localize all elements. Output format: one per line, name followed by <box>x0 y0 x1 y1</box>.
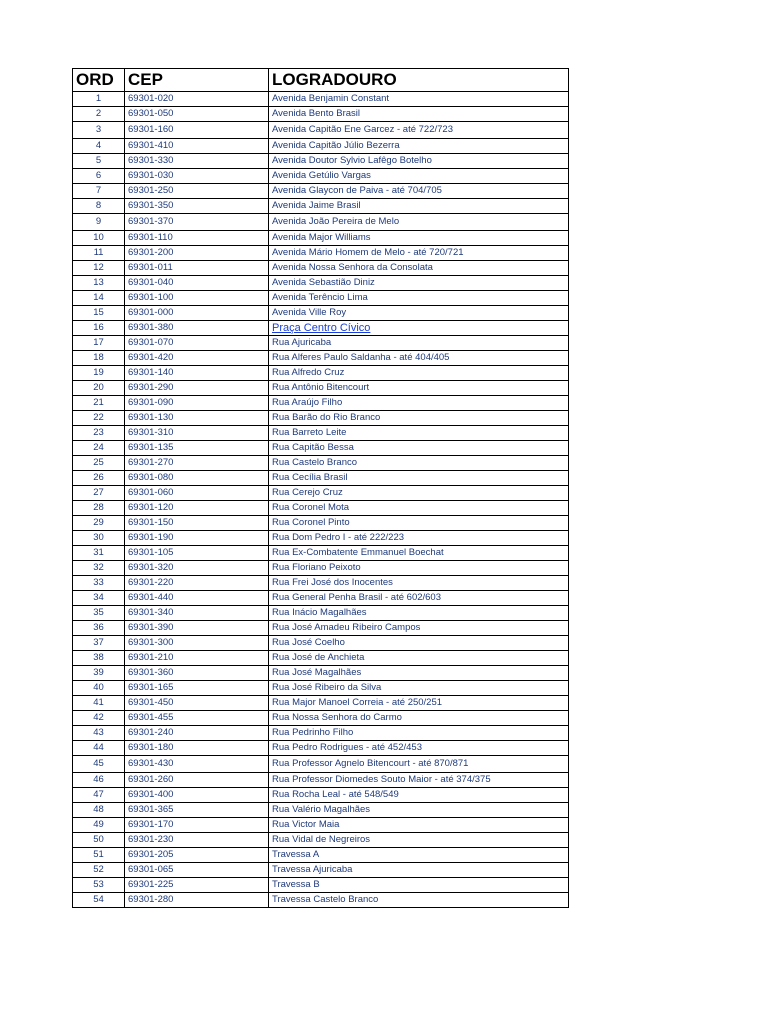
cell-logradouro: Avenida Doutor Sylvio Lafêgo Botelho <box>269 154 569 169</box>
cell-ord: 46 <box>73 773 125 788</box>
cell-ord: 32 <box>73 561 125 576</box>
cell-logradouro: Travessa Ajuricaba <box>269 863 569 878</box>
cell-cep: 69301-050 <box>125 107 269 122</box>
cell-cep: 69301-170 <box>125 818 269 833</box>
cell-cep: 69301-365 <box>125 803 269 818</box>
table-row <box>73 818 569 833</box>
cell-logradouro <box>269 321 569 336</box>
cell-logradouro: Avenida Capitão Júlio Bezerra <box>269 139 569 154</box>
cell-logradouro: Travessa A <box>269 848 569 863</box>
table-row <box>73 139 569 154</box>
table-row <box>73 651 569 666</box>
cell-cep: 69301-205 <box>125 848 269 863</box>
cell-logradouro: Rua José Coelho <box>269 636 569 651</box>
cell-cep: 69301-310 <box>125 426 269 441</box>
cell-ord: 42 <box>73 711 125 726</box>
cell-ord: 44 <box>73 741 125 756</box>
cell-logradouro: Rua Cerejo Cruz <box>269 486 569 501</box>
table-row <box>73 306 569 321</box>
cell-cep: 69301-180 <box>125 741 269 756</box>
cell-logradouro: Avenida Sebastião Diniz <box>269 276 569 291</box>
cell-cep: 69301-340 <box>125 606 269 621</box>
cell-logradouro: Rua Professor Agnelo Bitencourt - até 870/871 <box>269 756 569 773</box>
cell-logradouro: Avenida Nossa Senhora da Consolata <box>269 261 569 276</box>
cell-ord: 48 <box>73 803 125 818</box>
table-row <box>73 803 569 818</box>
cell-cep: 69301-110 <box>125 231 269 246</box>
cell-ord: 45 <box>73 756 125 773</box>
cell-ord: 43 <box>73 726 125 741</box>
cell-ord: 38 <box>73 651 125 666</box>
table-row <box>73 863 569 878</box>
cell-cep: 69301-070 <box>125 336 269 351</box>
cell-logradouro: Avenida Bento Brasil <box>269 107 569 122</box>
cell-ord: 40 <box>73 681 125 696</box>
table-row <box>73 893 569 908</box>
cell-ord: 49 <box>73 818 125 833</box>
cell-ord: 17 <box>73 336 125 351</box>
cell-ord: 11 <box>73 246 125 261</box>
cell-ord: 39 <box>73 666 125 681</box>
cell-ord: 20 <box>73 381 125 396</box>
cell-ord: 5 <box>73 154 125 169</box>
cell-logradouro: Rua Castelo Branco <box>269 456 569 471</box>
cell-logradouro: Rua Coronel Mota <box>269 501 569 516</box>
cell-cep: 69301-130 <box>125 411 269 426</box>
cell-cep: 69301-090 <box>125 396 269 411</box>
cell-logradouro: Rua Professor Diomedes Souto Maior - até 374/375 <box>269 773 569 788</box>
cell-logradouro: Avenida João Pereira de Melo <box>269 214 569 231</box>
table-row <box>73 681 569 696</box>
cell-cep: 69301-065 <box>125 863 269 878</box>
cell-ord: 16 <box>73 321 125 336</box>
cell-logradouro: Rua Victor Maia <box>269 818 569 833</box>
cell-cep: 69301-160 <box>125 122 269 139</box>
table-row <box>73 107 569 122</box>
cell-logradouro: Rua Valério Magalhães <box>269 803 569 818</box>
cell-logradouro: Avenida Major Williams <box>269 231 569 246</box>
cell-cep: 69301-230 <box>125 833 269 848</box>
cell-cep: 69301-270 <box>125 456 269 471</box>
table-row <box>73 516 569 531</box>
cell-ord: 54 <box>73 893 125 908</box>
table-row <box>73 756 569 773</box>
cell-logradouro: Rua Barreto Leite <box>269 426 569 441</box>
table-row <box>73 561 569 576</box>
cell-ord: 23 <box>73 426 125 441</box>
cell-ord: 15 <box>73 306 125 321</box>
street-cep-table <box>72 68 569 908</box>
cell-logradouro: Rua Alferes Paulo Saldanha - até 404/405 <box>269 351 569 366</box>
cell-logradouro: Rua José de Anchieta <box>269 651 569 666</box>
cell-cep: 69301-011 <box>125 261 269 276</box>
cell-ord: 19 <box>73 366 125 381</box>
table-row <box>73 246 569 261</box>
cell-logradouro: Avenida Ville Roy <box>269 306 569 321</box>
cell-logradouro: Rua José Amadeu Ribeiro Campos <box>269 621 569 636</box>
cell-logradouro: Avenida Capitão Ene Garcez - até 722/723 <box>269 122 569 139</box>
cell-ord: 36 <box>73 621 125 636</box>
cell-cep: 69301-135 <box>125 441 269 456</box>
cell-cep: 69301-390 <box>125 621 269 636</box>
table-row <box>73 261 569 276</box>
table-header <box>73 69 569 92</box>
cell-cep: 69301-455 <box>125 711 269 726</box>
table-row <box>73 366 569 381</box>
table-row <box>73 411 569 426</box>
cell-ord: 27 <box>73 486 125 501</box>
cell-ord: 26 <box>73 471 125 486</box>
table-row <box>73 621 569 636</box>
table-body <box>73 92 569 908</box>
table-row <box>73 214 569 231</box>
table-row <box>73 788 569 803</box>
cell-cep: 69301-100 <box>125 291 269 306</box>
table-row <box>73 169 569 184</box>
cell-ord: 18 <box>73 351 125 366</box>
cell-ord: 10 <box>73 231 125 246</box>
logradouro-link[interactable]: Praça Centro Cívico <box>272 321 371 334</box>
table-row <box>73 636 569 651</box>
cell-cep: 69301-140 <box>125 366 269 381</box>
cell-ord: 25 <box>73 456 125 471</box>
cell-logradouro: Rua Coronel Pinto <box>269 516 569 531</box>
cell-logradouro: Rua Cecília Brasil <box>269 471 569 486</box>
table-row <box>73 878 569 893</box>
header-logradouro: LOGRADOURO <box>269 69 569 92</box>
cell-ord: 34 <box>73 591 125 606</box>
cell-cep: 69301-030 <box>125 169 269 184</box>
cell-cep: 69301-020 <box>125 92 269 107</box>
table-row <box>73 154 569 169</box>
cell-cep: 69301-040 <box>125 276 269 291</box>
cell-logradouro: Rua José Ribeiro da Silva <box>269 681 569 696</box>
table-row <box>73 576 569 591</box>
cell-cep: 69301-280 <box>125 893 269 908</box>
table-row <box>73 666 569 681</box>
cell-logradouro: Avenida Jaime Brasil <box>269 199 569 214</box>
cell-logradouro: Rua Ajuricaba <box>269 336 569 351</box>
cell-ord: 28 <box>73 501 125 516</box>
cell-cep: 69301-200 <box>125 246 269 261</box>
table-row <box>73 471 569 486</box>
table-row <box>73 291 569 306</box>
cell-ord: 24 <box>73 441 125 456</box>
cell-cep: 69301-120 <box>125 501 269 516</box>
table-row <box>73 486 569 501</box>
table-row <box>73 456 569 471</box>
cell-ord: 33 <box>73 576 125 591</box>
cell-ord: 3 <box>73 122 125 139</box>
cell-cep: 69301-165 <box>125 681 269 696</box>
cell-logradouro: Travessa Castelo Branco <box>269 893 569 908</box>
cell-logradouro: Rua General Penha Brasil - até 602/603 <box>269 591 569 606</box>
table-row <box>73 848 569 863</box>
cell-logradouro: Rua Major Manoel Correia - até 250/251 <box>269 696 569 711</box>
cell-cep: 69301-060 <box>125 486 269 501</box>
header-cep: CEP <box>125 69 269 92</box>
cell-cep: 69301-380 <box>125 321 269 336</box>
table-row <box>73 741 569 756</box>
cell-cep: 69301-370 <box>125 214 269 231</box>
table-row <box>73 531 569 546</box>
cell-ord: 12 <box>73 261 125 276</box>
cell-cep: 69301-420 <box>125 351 269 366</box>
cell-cep: 69301-290 <box>125 381 269 396</box>
cell-cep: 69301-150 <box>125 516 269 531</box>
cell-cep: 69301-080 <box>125 471 269 486</box>
cell-logradouro: Rua Floriano Peixoto <box>269 561 569 576</box>
cell-logradouro: Avenida Benjamin Constant <box>269 92 569 107</box>
table-row <box>73 351 569 366</box>
cell-logradouro: Rua Ex-Combatente Emmanuel Boechat <box>269 546 569 561</box>
cell-ord: 4 <box>73 139 125 154</box>
cell-ord: 13 <box>73 276 125 291</box>
cell-cep: 69301-220 <box>125 576 269 591</box>
cell-ord: 14 <box>73 291 125 306</box>
cell-ord: 6 <box>73 169 125 184</box>
cell-cep: 69301-260 <box>125 773 269 788</box>
cell-logradouro: Avenida Glaycon de Paiva - até 704/705 <box>269 184 569 199</box>
table-row <box>73 396 569 411</box>
table-row <box>73 321 569 336</box>
table-row <box>73 833 569 848</box>
cell-cep: 69301-410 <box>125 139 269 154</box>
cell-logradouro: Rua Alfredo Cruz <box>269 366 569 381</box>
cell-cep: 69301-210 <box>125 651 269 666</box>
table-row <box>73 231 569 246</box>
table-row <box>73 726 569 741</box>
cell-ord: 41 <box>73 696 125 711</box>
table-row <box>73 501 569 516</box>
cell-logradouro: Rua Vidal de Negreiros <box>269 833 569 848</box>
cell-logradouro: Rua Antônio Bitencourt <box>269 381 569 396</box>
table-row <box>73 711 569 726</box>
cell-logradouro: Rua Frei José dos Inocentes <box>269 576 569 591</box>
cell-cep: 69301-320 <box>125 561 269 576</box>
cell-ord: 35 <box>73 606 125 621</box>
cell-logradouro: Avenida Terêncio Lima <box>269 291 569 306</box>
cell-logradouro: Rua Dom Pedro I - até 222/223 <box>269 531 569 546</box>
cell-logradouro: Rua Inácio Magalhães <box>269 606 569 621</box>
table-row <box>73 92 569 107</box>
cell-logradouro: Travessa B <box>269 878 569 893</box>
cell-cep: 69301-330 <box>125 154 269 169</box>
table-row <box>73 606 569 621</box>
table-row <box>73 546 569 561</box>
cell-cep: 69301-350 <box>125 199 269 214</box>
cell-ord: 22 <box>73 411 125 426</box>
cell-ord: 53 <box>73 878 125 893</box>
cell-cep: 69301-000 <box>125 306 269 321</box>
cell-cep: 69301-190 <box>125 531 269 546</box>
table-row <box>73 773 569 788</box>
cell-ord: 2 <box>73 107 125 122</box>
cell-ord: 30 <box>73 531 125 546</box>
cell-logradouro: Rua José Magalhães <box>269 666 569 681</box>
cell-cep: 69301-430 <box>125 756 269 773</box>
cell-logradouro: Rua Barão do Rio Branco <box>269 411 569 426</box>
cell-cep: 69301-360 <box>125 666 269 681</box>
cell-logradouro: Rua Pedrinho Filho <box>269 726 569 741</box>
cell-cep: 69301-250 <box>125 184 269 199</box>
table-row <box>73 276 569 291</box>
cell-ord: 31 <box>73 546 125 561</box>
header-ord: ORD <box>73 69 125 92</box>
cell-ord: 8 <box>73 199 125 214</box>
cell-ord: 50 <box>73 833 125 848</box>
table-row <box>73 591 569 606</box>
cell-logradouro: Rua Rocha Leal - até 548/549 <box>269 788 569 803</box>
cell-logradouro: Rua Pedro Rodrigues - até 452/453 <box>269 741 569 756</box>
cell-logradouro: Rua Capitão Bessa <box>269 441 569 456</box>
cell-logradouro: Rua Nossa Senhora do Carmo <box>269 711 569 726</box>
cell-ord: 21 <box>73 396 125 411</box>
table-row <box>73 336 569 351</box>
cell-logradouro: Avenida Getúlio Vargas <box>269 169 569 184</box>
cell-logradouro: Rua Araújo Filho <box>269 396 569 411</box>
table-row <box>73 184 569 199</box>
cell-ord: 52 <box>73 863 125 878</box>
cell-ord: 1 <box>73 92 125 107</box>
cell-cep: 69301-300 <box>125 636 269 651</box>
cell-cep: 69301-225 <box>125 878 269 893</box>
cell-cep: 69301-440 <box>125 591 269 606</box>
cell-ord: 37 <box>73 636 125 651</box>
cell-logradouro: Avenida Mário Homem de Melo - até 720/721 <box>269 246 569 261</box>
cell-ord: 29 <box>73 516 125 531</box>
table-row <box>73 122 569 139</box>
cell-cep: 69301-400 <box>125 788 269 803</box>
cell-ord: 47 <box>73 788 125 803</box>
table-row <box>73 426 569 441</box>
cell-ord: 7 <box>73 184 125 199</box>
table-row <box>73 199 569 214</box>
table-row <box>73 381 569 396</box>
cell-ord: 9 <box>73 214 125 231</box>
cell-ord: 51 <box>73 848 125 863</box>
table-row <box>73 696 569 711</box>
cell-cep: 69301-450 <box>125 696 269 711</box>
cell-cep: 69301-240 <box>125 726 269 741</box>
cell-cep: 69301-105 <box>125 546 269 561</box>
table-row <box>73 441 569 456</box>
